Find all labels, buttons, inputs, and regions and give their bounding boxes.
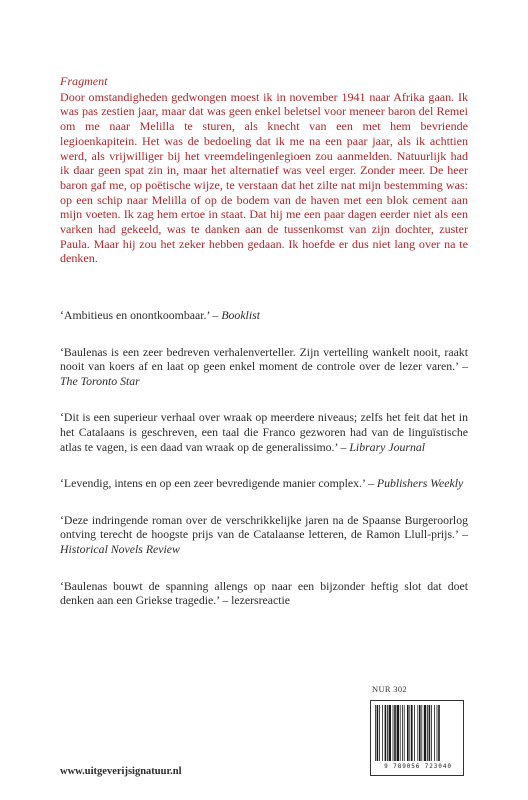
- barcode-bar: [385, 705, 387, 761]
- quote-text: ‘Dit is een superieur verhaal over wraak op meerdere niveaus; zelfs het feit dat het in het Catalaans is geschreven, een taal die Franco gezworen had van de linguïstische atlas te vagen, is een daad van wraak op de generalissimo.’ –: [60, 410, 468, 454]
- barcode-bar: [434, 705, 435, 761]
- barcode-bar: [409, 705, 410, 761]
- barcode-bar: [437, 705, 438, 761]
- quote-source: Booklist: [221, 308, 260, 322]
- quote-text: ‘Ambitieus en onontkoombaar.’ –: [60, 308, 222, 322]
- isbn-number: 9 789056 723040: [384, 763, 452, 770]
- barcode-bar: [400, 705, 401, 761]
- barcode-bar: [397, 705, 399, 761]
- quote-text: ‘Levendig, intens en op een zeer bevredigende manier complex.’ –: [60, 476, 377, 491]
- barcode-bar: [404, 705, 405, 761]
- nur-code: NUR 302: [372, 684, 407, 694]
- barcode-bar: [431, 705, 432, 761]
- review-quotes: [60, 308, 468, 630]
- barcode-bar: [424, 705, 426, 761]
- review-quote: [60, 410, 468, 454]
- review-quote: [60, 345, 468, 389]
- review-quote: [60, 513, 468, 557]
- quote-text: ‘Deze indringende roman over de verschrikkelijke jaren na de Spaanse Burgeroorlog ontving terecht de hoogste prijs van de Catalaanse letteren, de Ramon Llull-prijs.’ –: [60, 512, 468, 542]
- quote-text: ‘Baulenas bouwt de spanning allengs op naar een bijzonder heftig slot dat doet denken aan een Griekse tragedie.’ – lezersreactie: [60, 578, 468, 608]
- fragment-label: Fragment: [60, 74, 108, 88]
- barcode-bar: [429, 705, 431, 761]
- barcode-image: [374, 705, 460, 761]
- barcode-bar: [421, 705, 422, 761]
- review-quote: [60, 476, 468, 491]
- fragment-text: Door omstandigheden gedwongen moest ik in november 1941 naar Afrika gaan. Ik was pas zestien jaar, maar dat was geen enkel beletsel voor meneer baron del Remei om me naar Melilla te sturen, als knecht van een met hem bevriende legioenkapitein. Het was de bedoeling dat ik me na een paar jaar, als ik achttien werd, als vrijwilliger bij het vreemdelingenlegioen zou aanmelden. Natuurlijk had ik daar geen spat zin in, maar het alternatief was veel erger. Zonder meer. De heer baron gaf me, op poëtische wijze, te verstaan dat het zilte nat mijn bestemming was: op een schip naar Melilla of op de bodem van de haven met een blok cement aan mijn voeten. Ik zag hem ertoe in staat. Dat hij me een paar dagen eerder niet als een varken had gekeeld, was te danken aan de tussenkomst van zijn dochter, zuster Paula. Maar hij zou het zeker hebben gedaan. Ik hoefde er dus niet lang over na te denken.: [60, 89, 468, 266]
- barcode-bar: [407, 705, 409, 761]
- quote-source: Historical Novels Review: [60, 541, 180, 556]
- barcode-bar: [402, 705, 403, 761]
- barcode-bar: [414, 705, 415, 761]
- barcode-bar: [438, 705, 440, 761]
- barcode-bar: [417, 705, 418, 761]
- barcode-bar: [394, 705, 396, 761]
- barcode-bar: [393, 705, 394, 761]
- barcode-bar: [379, 705, 380, 761]
- barcode-bar: [382, 705, 383, 761]
- publisher-website[interactable]: www.uitgeverijsignatuur.nl: [60, 766, 182, 777]
- review-quote: [60, 579, 468, 608]
- barcode-bar: [427, 705, 428, 761]
- review-quote: [60, 308, 468, 323]
- quote-source: Publishers Weekly: [376, 476, 464, 491]
- quote-text: ‘Baulenas is een zeer bedreven verhalenverteller. Zijn vertelling wankelt nooit, raakt nooit van koers af en laat op geen enkel moment de controle over de lezer varen.’ –: [60, 344, 468, 374]
- quote-source: The Toronto Star: [60, 373, 140, 388]
- quote-source: Library Journal: [349, 439, 426, 454]
- fragment-section: [60, 74, 468, 266]
- barcode-bar: [387, 705, 388, 761]
- barcode-bar: [377, 705, 379, 761]
- barcode-bar: [411, 705, 413, 761]
- barcode-bar: [389, 705, 391, 761]
- isbn-barcode: [370, 700, 464, 776]
- barcode-bar: [375, 705, 376, 761]
- barcode-bar: [419, 705, 421, 761]
